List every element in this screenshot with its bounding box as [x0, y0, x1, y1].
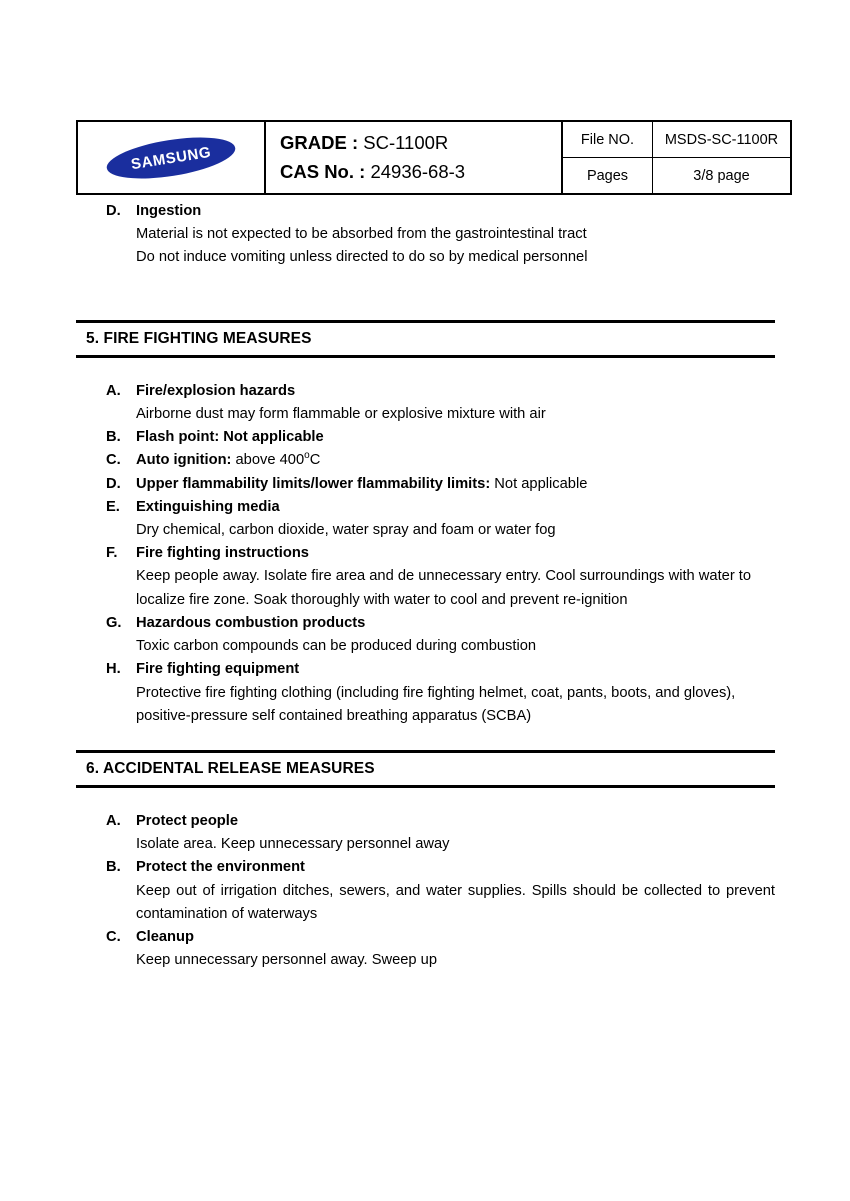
item-inline-unit: C: [309, 452, 321, 469]
list-item: [76, 200, 775, 223]
item-letter: E.: [106, 498, 120, 515]
item-title: Cleanup: [136, 929, 194, 946]
logo-wordmark: SAMSUNG: [129, 142, 213, 173]
spacer: [76, 358, 775, 380]
list-item: [76, 926, 775, 949]
item-inline-value: Not applicable: [490, 475, 588, 492]
item-letter: F.: [106, 545, 118, 562]
list-item: [76, 449, 775, 472]
list-item: [76, 856, 775, 879]
spacer: [76, 728, 775, 750]
document-header-table: [76, 120, 792, 195]
cas-key: CAS No. :: [280, 160, 366, 182]
item-title: Extinguishing media: [136, 498, 280, 515]
item-letter: D.: [106, 203, 121, 219]
cas-value: 24936-68-3: [370, 160, 466, 182]
file-no-label: File NO.: [562, 121, 653, 158]
item-letter: B.: [106, 859, 121, 876]
pages-value: 3/8 page: [653, 158, 792, 195]
item-title: Hazardous combustion products: [136, 614, 366, 631]
degree-superscript: o: [304, 450, 310, 462]
item-letter: H.: [106, 661, 121, 678]
grade-cell: [265, 121, 562, 194]
item-title: Fire fighting instructions: [136, 545, 309, 562]
list-item: [76, 612, 775, 635]
item-letter: D.: [106, 475, 121, 492]
pages-label: Pages: [562, 158, 653, 195]
item-body-line: Material is not expected to be absorbed from the gastrointestinal tract: [136, 226, 587, 243]
list-item: [76, 473, 775, 496]
item-title: Auto ignition:: [136, 452, 232, 469]
samsung-logo-icon: [101, 136, 241, 180]
item-body-line: Do not induce vomiting unless directed to do so by medical personnel: [136, 249, 588, 266]
item-title: Fire/explosion hazards: [136, 382, 296, 399]
item-body-line: Keep people away. Isolate fire area and de unnecessary entry. Cool surroundings with water to localize fire zone. Soak thoroughly with water to cool and prevent re-ignition: [136, 568, 752, 608]
item-body: [136, 449, 775, 472]
item-title: Protect people: [136, 812, 239, 829]
list-item: [76, 810, 775, 833]
item-body-line: Toxic carbon compounds can be produced during combustion: [136, 638, 537, 655]
list-item: [76, 426, 775, 449]
item-body-line: Airborne dust may form flammable or explosive mixture with air: [136, 405, 546, 422]
item-inline-value: above 400: [231, 452, 305, 469]
item-title: Fire fighting equipment: [136, 661, 300, 678]
item-title: Flash point: Not applicable: [136, 429, 324, 446]
grade-line: [280, 129, 561, 157]
item-letter: C.: [106, 452, 121, 469]
file-no-value: MSDS-SC-1100R: [653, 121, 792, 158]
document-body: [76, 200, 775, 972]
grade-key: GRADE :: [280, 132, 359, 154]
grade-value: SC-1100R: [363, 132, 449, 154]
cas-line: [280, 158, 561, 186]
spacer: [76, 270, 775, 320]
section-heading: 6. ACCIDENTAL RELEASE MEASURES: [86, 759, 375, 777]
item-letter: G.: [106, 614, 122, 631]
item-letter: A.: [106, 382, 121, 399]
item-body-line: Protective fire fighting clothing (including fire fighting helmet, coat, pants, boots, and gloves), positive-pressure self contained breathing apparatus (SCBA): [136, 684, 736, 724]
item-body-line: Isolate area. Keep unnecessary personnel away: [136, 836, 450, 853]
item-body-line: Dry chemical, carbon dioxide, water spray and foam or water fog: [136, 521, 556, 538]
item-body-line: Keep out of irrigation ditches, sewers, and water supplies. Spills should be collected to prevent contamination of waterways: [136, 882, 775, 922]
item-letter: A.: [106, 812, 121, 829]
item-body: [136, 473, 775, 496]
list-item: [76, 542, 775, 565]
list-item: [76, 496, 775, 519]
item-title: Upper flammability limits/lower flammability limits:: [136, 475, 491, 492]
spacer: [76, 788, 775, 810]
item-body-line: Keep unnecessary personnel away. Sweep up: [136, 952, 438, 969]
ingestion-block: [76, 200, 775, 270]
item-letter: C.: [106, 929, 121, 946]
item-letter: B.: [106, 429, 121, 446]
section-heading: 5. FIRE FIGHTING MEASURES: [86, 329, 312, 347]
item-title: Ingestion: [136, 203, 202, 219]
item-title: Protect the environment: [136, 859, 305, 876]
list-item: [76, 380, 775, 403]
logo-cell: [77, 121, 265, 194]
list-item: [76, 658, 775, 681]
